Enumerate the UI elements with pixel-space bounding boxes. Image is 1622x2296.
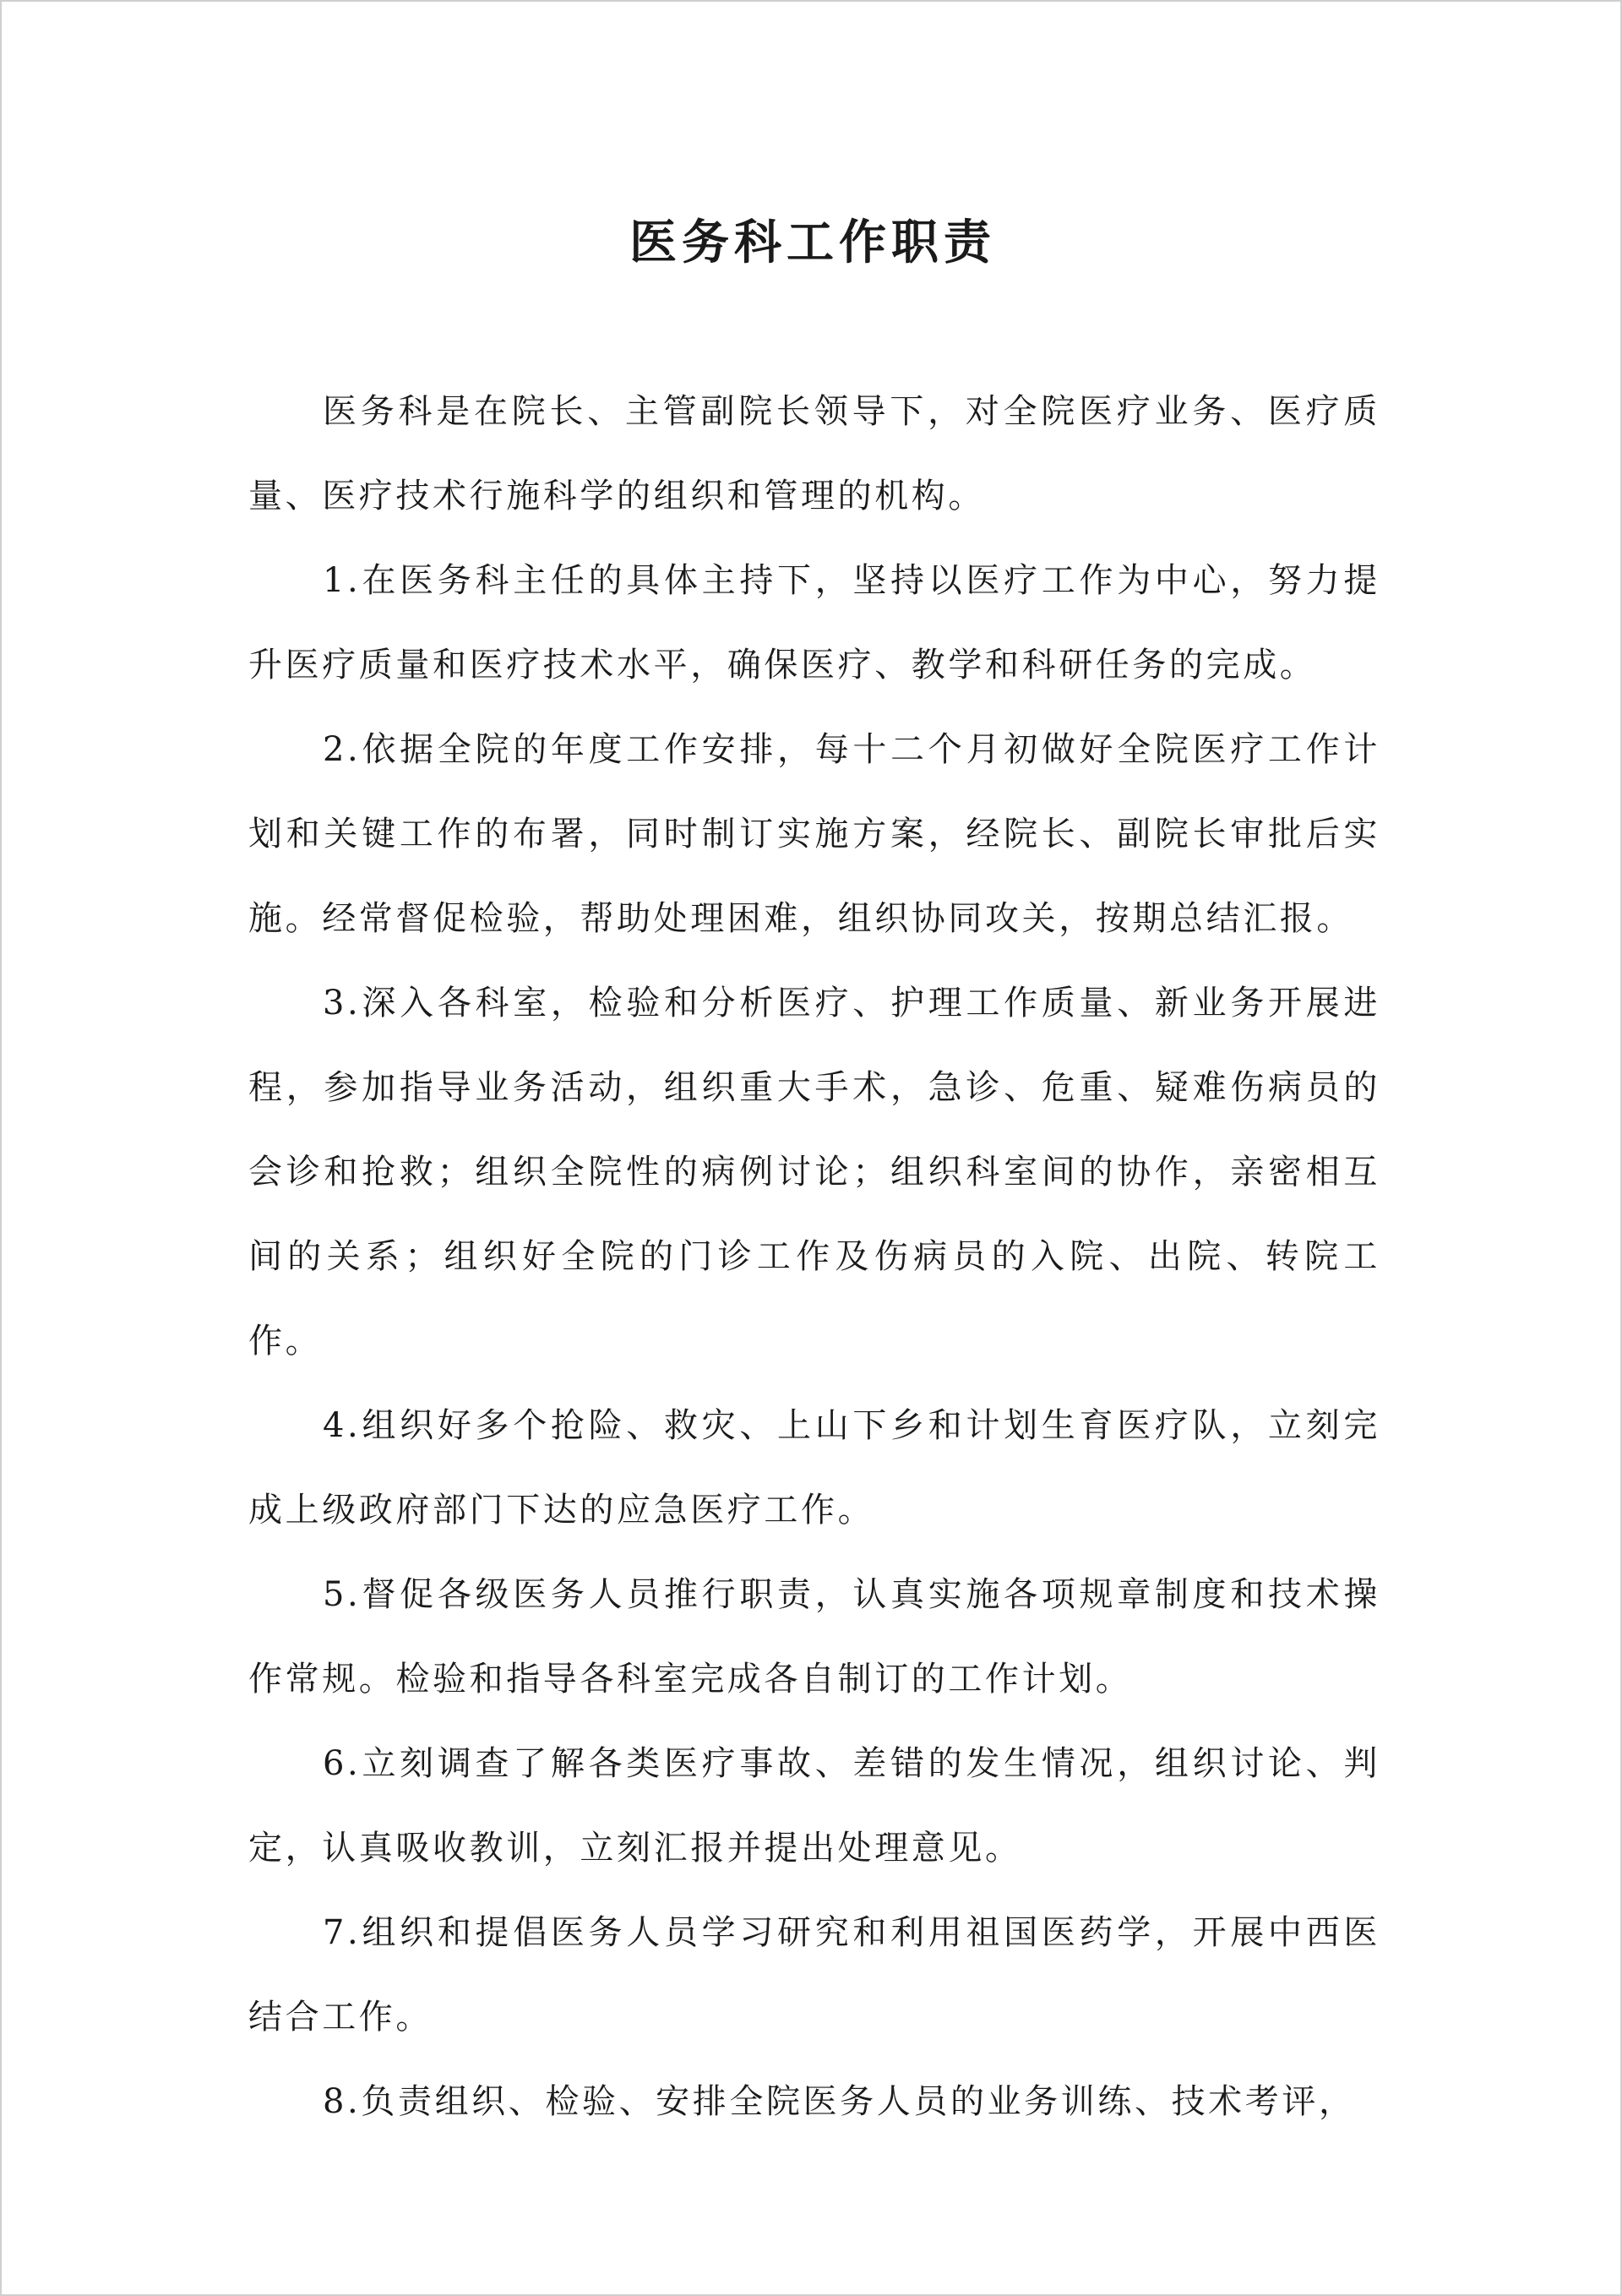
document-body (248, 369, 1380, 2144)
paragraph-item-7: 7.组织和提倡医务人员学习研究和利用祖国医药学，开展中西医结合工作。 (248, 1913, 1380, 2037)
paragraph-item-5: 5.督促各级医务人员推行职责，认真实施各项规章制度和技术操作常规。检验和指导各科室完成各自制订的工作计划。 (248, 1575, 1380, 1699)
document-title: 医务科工作职责 (629, 215, 996, 270)
paragraph-item-3: 3.深入各科室，检验和分析医疗、护理工作质量、新业务开展进程，参加指导业务活动，组织重大手术，急诊、危重、疑难伤病员的会诊和抢救；组织全院性的病例讨论；组织科室间的协作，亲密相互间的关系；组织好全院的门诊工作及伤病员的入院、出院、转院工作。 (248, 984, 1380, 1361)
paragraph-item-8: 8.负责组织、检验、安排全院医务人员的业务训练、技术考评， (323, 2082, 1356, 2121)
paragraph-item-1: 1.在医务科主任的具体主持下，坚持以医疗工作为中心，努力提升医疗质量和医疗技术水平，确保医疗、教学和科研任务的完成。 (248, 561, 1380, 684)
paragraph-item-4: 4.组织好多个抢险、救灾、上山下乡和计划生育医疗队，立刻完成上级政府部门下达的应急医疗工作。 (248, 1406, 1380, 1530)
paragraph-intro: 医务科是在院长、主管副院长领导下，对全院医疗业务、医疗质量、医疗技术行施科学的组织和管理的机构。 (248, 392, 1380, 515)
paragraph-item-6: 6.立刻调查了解各类医疗事故、差错的发生情况，组织讨论、判定，认真吸收教训，立刻汇报并提出处理意见。 (248, 1744, 1380, 1868)
paragraph-item-2: 2.依据全院的年度工作安排，每十二个月初做好全院医疗工作计划和关键工作的布署，同时制订实施方案，经院长、副院长审批后实施。经常督促检验，帮助处理困难，组织协同攻关，按期总结汇报。 (248, 730, 1380, 938)
